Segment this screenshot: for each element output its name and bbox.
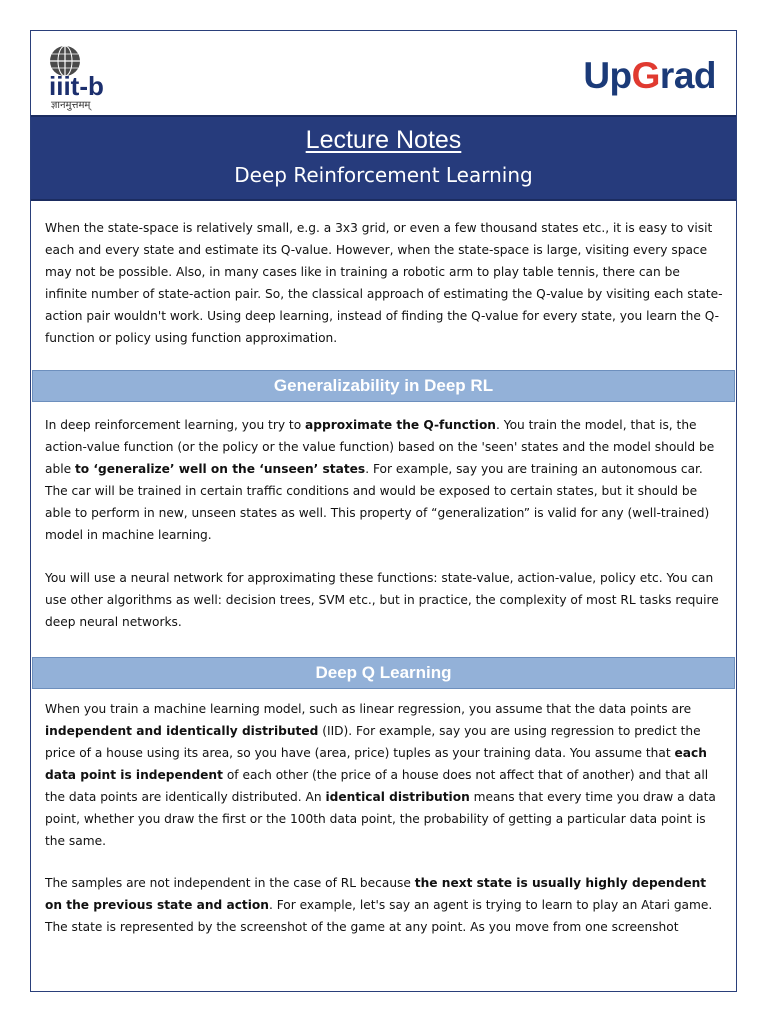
text-segment: means that every time you draw a data point, whether you draw the first or the 100th data point, the probability of getting a particular data point is the same. [45,790,716,848]
iiitb-logo [49,45,129,115]
title-banner [31,115,736,201]
text-segment: The samples are not independent in the case of RL because [45,876,415,890]
text-segment: (IID). For example, say you are using regression to predict the price of a house using its area, so you have (area, price) tuples as your training data. You assume that [45,724,701,760]
svg-text:iiit-b: iiit-b [49,71,104,99]
text-segment: . For example, say you are training an autonomous car. The car will be trained in certain traffic conditions and would be exposed to certain states, but it should be able to perform in new, unseen states as well. This property of “generalization” is valid for any (well-trained) model in machine learning. [45,462,710,542]
text-segment: In deep reinforcement learning, you try to [45,418,306,432]
document-subtitle: Deep Reinforcement Learning [234,163,533,187]
generalizability-paragraph-1 [45,414,725,546]
document-page [30,30,737,992]
bold-text: approximate the Q-function [305,418,496,432]
bold-text: identical distribution [325,790,470,804]
text-segment: When you train a machine learning model, such as linear regression, you assume that the data points are [45,702,692,716]
text-segment: . For example, let's say an agent is trying to learn to play an Atari game. The state is represented by the screenshot of the game at any point. As you move from one screenshot [45,898,713,934]
deep-q-paragraph-1 [45,698,725,852]
intro-paragraph: When the state-space is relatively small, e.g. a 3x3 grid, or even a few thousand states etc., it is easy to visit each and every state and estimate its Q-value. However, when the state-space is large, visiting every space may not be possible. Also, in many cases like in training a robotic arm to play table tennis, there can be infinite number of state-action pair. So, the classical approach of estimating the Q-value by visiting each state-action pair wouldn't work. Using deep learning, instead of finding the Q-value for every state, you learn the Q-function or policy using function approximation. [45,221,723,345]
bold-text: the next state is usually highly dependent on the previous state and action [45,876,707,912]
deep-q-paragraph-2 [45,872,725,938]
generalizability-paragraph-2: You will use a neural network for approximating these functions: state-value, action-value, policy etc. You can use other algorithms as well: decision trees, SVM etc., but in practice, the complexity of most RL tasks require deep neural networks. [45,571,719,629]
bold-text: each data point is independent [45,746,707,782]
logo-tagline: ज्ञानमुत्तमम् [51,100,91,111]
text-segment: . You train the model, that is, the action-value function (or the policy or the value function) based on the 'seen' states and the model should be able [45,418,715,476]
upgrad-logo: UpGrad [583,55,716,96]
bold-text: to ‘generalize’ well on the ‘unseen’ states [74,462,366,476]
section-heading-generalizability: Generalizability in Deep RL [32,370,735,402]
bold-text: independent and identically distributed [45,724,319,738]
text-segment: of each other (the price of a house does not affect that of another) and that all the data points are identically distributed. An [45,768,709,804]
document-title: Lecture Notes [305,126,462,154]
section-heading-deep-q-learning: Deep Q Learning [32,657,735,689]
